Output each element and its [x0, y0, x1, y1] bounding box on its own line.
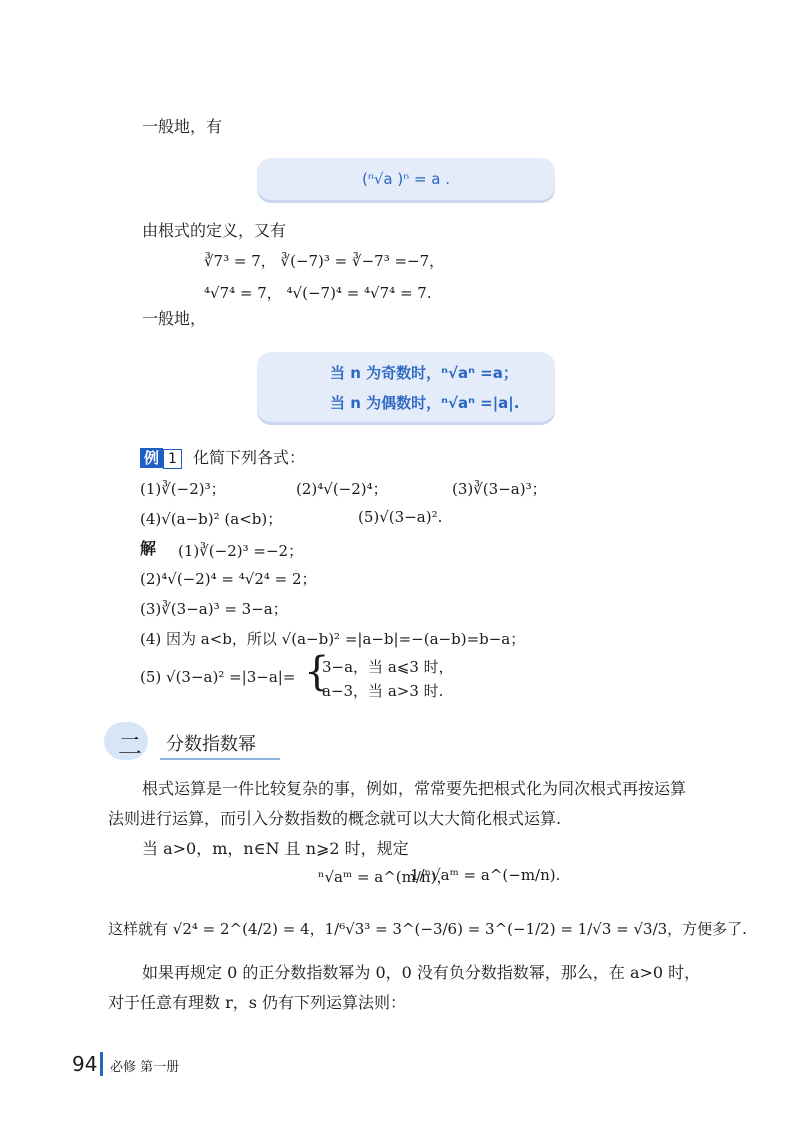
- solution-4: (4) 因为 a<b，所以 √(a−b)² =|a−b|=−(a−b)=b−a；: [140, 630, 526, 648]
- paragraph-4-line-2: 对于任意有理数 r，s 仍有下列运算法则：: [108, 993, 407, 1012]
- example-badge: 例: [140, 448, 163, 468]
- paragraph-4-line-1: 如果再规定 0 的正分数指数幂为 0，0 没有负分数指数幂，那么，在 a>0 时，: [142, 963, 701, 982]
- brace: {: [304, 649, 330, 695]
- paragraph-2: 当 a>0，m，n∈N 且 n⩾2 时，规定: [142, 839, 409, 858]
- solution-1: (1)∛(−2)³ =−2；: [178, 542, 304, 560]
- page-number: 94: [72, 1052, 98, 1076]
- equation-row-1: ∛7³ = 7， ∛(−7)³ = ∛−7³ =−7，: [204, 252, 445, 270]
- example-item-2: (2)⁴√(−2)⁴；: [296, 480, 388, 498]
- text-general-2: 一般地，: [142, 309, 207, 328]
- section-title: 分数指数幂: [166, 734, 256, 755]
- formula-box-2-line-1: 当 n 为奇数时，ⁿ√aⁿ =a；: [330, 364, 518, 382]
- paragraph-3: 这样就有 √2⁴ = 2^(4/2) = 4，1/⁶√3³ = 3^(−3/6) = 3^(−1/2) = 1/√3 = √3/3，方便多了.: [108, 920, 747, 938]
- solution-3: (3)∛(3−a)³ = 3−a；: [140, 600, 288, 618]
- example-item-3: (3)∛(3−a)³；: [452, 480, 547, 498]
- text-definition: 由根式的定义，又有: [142, 221, 287, 240]
- formula-box-2-line-2: 当 n 为偶数时，ⁿ√aⁿ =|a|.: [330, 394, 520, 412]
- example-item-5: (5)√(3−a)².: [358, 508, 443, 526]
- example-number: 1: [163, 449, 182, 469]
- page-number-bar: [100, 1052, 103, 1076]
- example-prompt: 化简下列各式：: [193, 448, 306, 467]
- text-general-1: 一般地，有: [142, 117, 223, 136]
- paragraph-1-line-1: 根式运算是一件比较复杂的事，例如，常常要先把根式化为同次根式再按运算: [142, 779, 687, 798]
- solution-2: (2)⁴√(−2)⁴ = ⁴√2⁴ = 2；: [140, 570, 317, 588]
- rule-formula-2: 1/ⁿ√aᵐ = a^(−m/n).: [410, 866, 561, 884]
- solution-label: 解: [140, 539, 157, 558]
- solution-5-case-1: 3−a，当 a⩽3 时，: [322, 658, 454, 676]
- solution-5-prefix: (5) √(3−a)² =|3−a|=: [140, 668, 296, 686]
- example-item-1: (1)∛(−2)³；: [140, 480, 226, 498]
- formula-box-1-text: (ⁿ√a )ⁿ = a .: [362, 170, 451, 188]
- section-underline: [160, 758, 280, 760]
- example-item-4: (4)√(a−b)² (a<b)；: [140, 510, 283, 528]
- section-number: 二: [118, 732, 142, 760]
- solution-5-case-2: a−3，当 a>3 时.: [322, 682, 444, 700]
- paragraph-1-line-2: 法则进行运算，而引入分数指数的概念就可以大大简化根式运算.: [108, 809, 562, 828]
- example-header: [140, 447, 305, 469]
- book-title: 必修 第一册: [110, 1060, 180, 1075]
- equation-row-2: ⁴√7⁴ = 7， ⁴√(−7)⁴ = ⁴√7⁴ = 7.: [204, 284, 432, 302]
- rule-formula-1: ⁿ√aᵐ = a^(m/n)，: [318, 868, 452, 886]
